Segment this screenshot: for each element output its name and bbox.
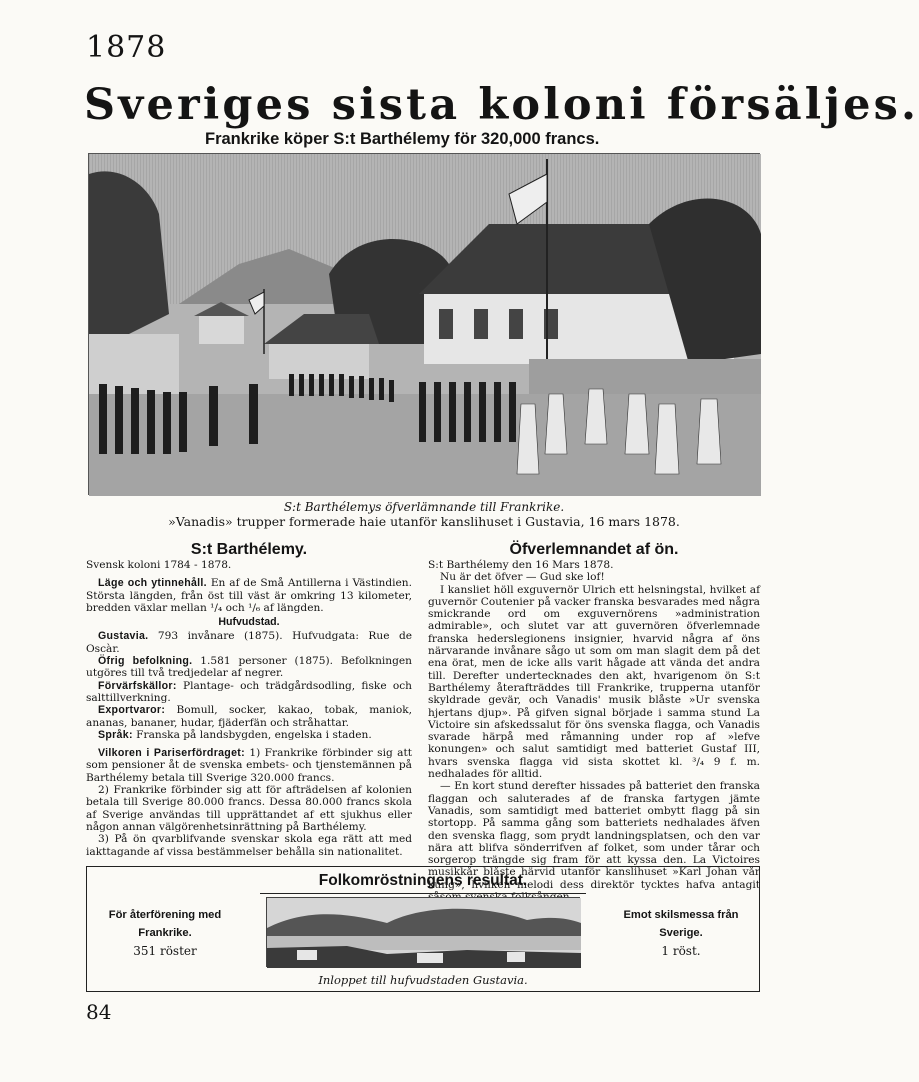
page-number: 84 [86, 1000, 112, 1024]
befolkning-text: 1.581 personer (1875). Befolkningen utgöres till två tredjedelar af negrer. [86, 655, 412, 680]
right-paragraph-1: Nu är det öfver — Gud ske lof! [440, 571, 605, 584]
lage-label: Läge och ytinnehåll. [98, 577, 207, 590]
for-votes: 351 röster [133, 944, 197, 958]
against-votes: 1 röst. [661, 944, 701, 958]
votes-against-separation [608, 906, 754, 960]
villkor-3: 3) På ön qvarblifvande svenskar skola ega rätt att med iakttagande af vissa bestämmelser behålla sin nationalitet. [86, 833, 412, 858]
referendum-title-rule [260, 893, 586, 894]
hufvudstad-heading: Hufvudstad. [218, 616, 280, 629]
villkor-label: Vilkoren i Pariserfördraget: [98, 747, 245, 760]
harbor-image [266, 897, 580, 967]
forvarv-paragraph [86, 680, 412, 705]
befolkning-paragraph [86, 655, 412, 680]
sprak-paragraph [86, 729, 412, 741]
sprak-text: Franska på landsbygden, engelska i staden. [136, 728, 372, 741]
harbor-caption: Inloppet till hufvudstaden Gustavia. [318, 973, 528, 987]
right-paragraph-2: I kansliet höll exguvernör Ulrich ett helsningstal, hvilket af guvernör Coutenier på vacker franska besvarades med några smickrande ord om exguvernörens »administration admirable», och slutet var att guvernören öfverlemnade franska hederslegionens insignier, hvarvid några af öns närvarande invånare sågo ut som om man slagit dem på det ena örat, men de icke alls varit hågade att vända det andra till. Derefter undertecknades den akt, hvarigenom ön S:t Barthélemy återafträddes till Frankrike, truppernа utanför skyldrade gevär, och Vanadis' musik blåste »Ur svenska hjertans djup». På gifven signal började i samma stund La Victoire sin afskedssalut för öns svenska flagga, och Vanadis svarade härpå med råmanning under rop af »lefve konungen» och salut samtidigt med batteriet Gustaf III, hvars svenska flagga vid sista skottet kl. ³/₄ 9 f. m. nedhalades för alltid. [428, 583, 760, 781]
page-headline: Sveriges sista koloni försäljes. [84, 80, 919, 130]
export-paragraph [86, 704, 412, 729]
for-line-2: Frankrike. [138, 927, 192, 939]
export-label: Exportvaror: [98, 704, 166, 717]
referendum-title: Folkomröstningens resultat. [318, 872, 528, 889]
for-line-1: För återförening med [108, 909, 222, 921]
against-line-2: Sverige. [659, 927, 703, 939]
right-paragraph-3: — En kort stund derefter hissades på batteriet den franska flaggan och saluterades af de franska fartygen jämte Vanadis, som samtidigt med batteriet ombytt flagg på sin stortopp. På samma gång som batteriets nedhalades äfven den svenska flagg, som prydt landningsplatsen, och den var nära att blifva sönderrifven af folket, som under tårar och sorgerop trängde sig fram för att kyssa den. La Victoires musikkår blåste härvid utanför kanslihuset »Karl Johan vår kung», hvilken melodi dess direktör tycktes hafva antagit [428, 780, 760, 891]
sprak-label: Språk: [98, 728, 133, 741]
befolkning-label: Öfrig befolkning. [98, 655, 193, 668]
right-column-title: Öfverlemnandet af ön. [509, 541, 679, 558]
lage-text: En af de Små Antillerna i Västindien. Största längden, från öst till väst är omkring 13 kilometer, bredden växlar mellan ¹/₄ och ¹/₆ af längden. [86, 577, 412, 614]
export-text: Bomull, socker, kakao, tobak, maniok, ananas, bananer, hudar, fjäderfän och stråhattar. [86, 704, 412, 729]
dateline: S:t Barthélemy den 16 Mars 1878. [428, 559, 614, 571]
gustavia-paragraph [86, 630, 412, 655]
villkor-paragraph [86, 747, 412, 784]
colony-dates: Svensk koloni 1784 - 1878. [86, 559, 232, 571]
against-line-1: Emot skilsmessa från [623, 909, 739, 921]
gustavia-text: 793 invånare (1875). Hufvudgata: Rue de Oscàr. [86, 630, 412, 655]
left-column [86, 540, 412, 858]
lage-paragraph [86, 577, 412, 614]
votes-for-reunion [92, 906, 238, 960]
right-column [428, 540, 760, 916]
villkor-2: 2) Frankrike förbinder sig att för afträdelsen af kolonien betala till Sverige 80.000 francs. Dessa 80.000 francs skola af Sverige användas till upprättandet af ett sjukhus eller någon annan välgörenhetsinrättning på Barthélemy. [86, 784, 412, 833]
year-heading: 1878 [86, 30, 167, 65]
villkor-1: 1) Frankrike förbinder sig att som pensioner åt de svenska embets- och tjenstemännen på Barthélemy betala till Sverige 320.000 francs. [86, 747, 412, 784]
ceremony-engraving [88, 153, 760, 495]
left-column-title: S:t Barthélemy. [190, 541, 308, 558]
page-subheadline: Frankrike köper S:t Barthélemy för 320,000 francs. [205, 130, 600, 148]
main-image-caption-italic: S:t Barthélemys öfverlämnande till Frankrike. [283, 500, 565, 514]
gustavia-label: Gustavia. [98, 630, 149, 643]
main-image-caption: »Vanadis» trupper formerade haie utanför kanslihuset i Gustavia, 16 mars 1878. [168, 514, 680, 529]
forvarv-text: Plantage- och trädgårdsodling, fiske och salttillverkning. [86, 679, 412, 704]
forvarv-label: Förvärfskällor: [98, 679, 177, 692]
